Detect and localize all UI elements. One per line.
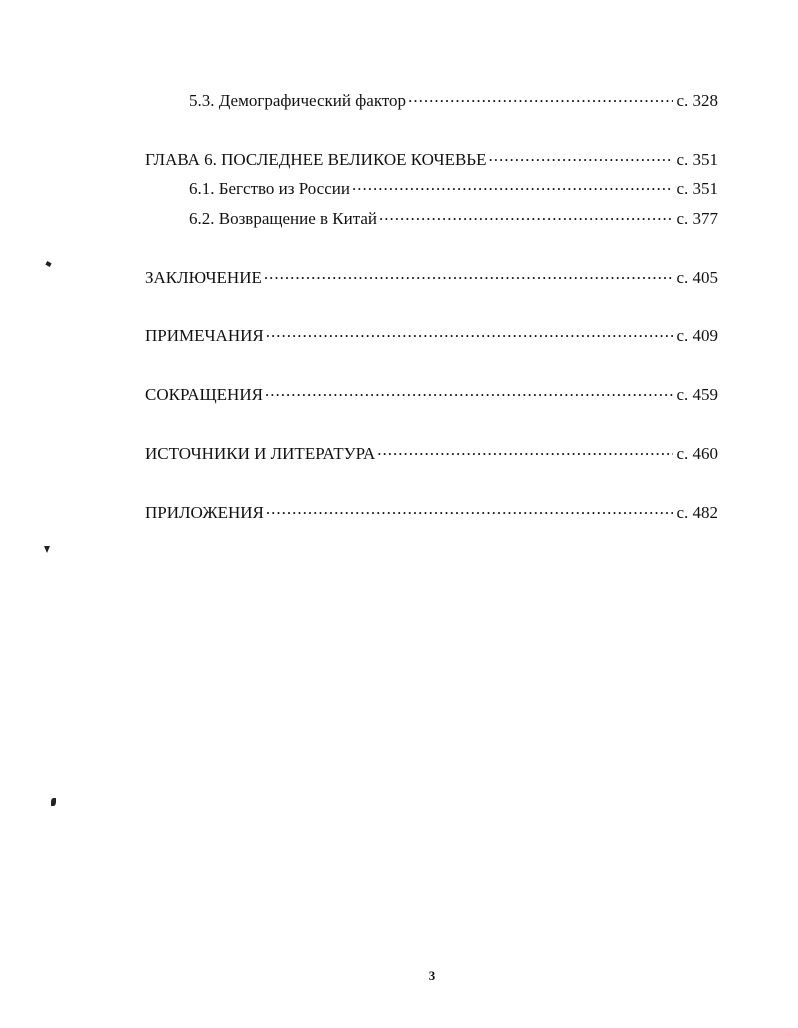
toc-entry-conclusion <box>145 266 718 289</box>
toc-leader-dots <box>408 89 673 106</box>
toc-entry-title: ПРИМЕЧАНИЯ <box>145 326 264 345</box>
toc-entry-page: с. 328 <box>676 91 718 110</box>
toc-leader-dots <box>379 207 673 224</box>
toc-entry-page: с. 482 <box>676 503 718 522</box>
toc-leader-dots <box>488 148 673 165</box>
toc-entry-page: с. 351 <box>676 150 718 169</box>
toc-entry-title: СОКРАЩЕНИЯ <box>145 385 263 404</box>
toc-entry-page: с. 377 <box>676 209 718 228</box>
toc-entry-page: с. 460 <box>676 444 718 463</box>
toc-entry-chapter-6 <box>145 148 718 171</box>
toc-entry-title: 6.2. Возвращение в Китай <box>189 209 377 228</box>
toc-entry-5-3 <box>189 89 718 112</box>
toc-entry-page: с. 351 <box>676 179 718 198</box>
toc-entry-page: с. 409 <box>676 326 718 345</box>
toc-entry-page: с. 405 <box>676 268 718 287</box>
toc-entry-title: 5.3. Демографический фактор <box>189 91 407 110</box>
toc-leader-dots <box>266 324 674 341</box>
toc-entry-title: ПРИЛОЖЕНИЯ <box>145 503 264 522</box>
toc-entry-6-2 <box>189 207 718 230</box>
toc-entry-notes <box>145 324 718 347</box>
toc-entry-title: ГЛАВА 6. ПОСЛЕДНЕЕ ВЕЛИКОЕ КОЧЕВЬЕ <box>145 150 487 169</box>
toc-entry-title: 6.1. Бегство из России <box>189 179 350 198</box>
toc-entry-sources <box>145 442 718 465</box>
toc-entry-appendix <box>145 501 718 524</box>
scan-speck <box>44 546 50 553</box>
page-number: 3 <box>428 968 436 983</box>
toc-leader-dots <box>265 383 674 400</box>
toc-entry-title: ИСТОЧНИКИ И ЛИТЕРАТУРА <box>145 444 376 463</box>
toc-leader-dots <box>264 266 674 283</box>
toc-entry-abbreviations <box>145 383 718 406</box>
toc-leader-dots <box>377 442 673 459</box>
toc-entry-6-1 <box>189 177 718 200</box>
toc-leader-dots <box>352 177 673 194</box>
toc-entry-page: с. 459 <box>676 385 718 404</box>
scan-speck <box>51 798 56 806</box>
scan-speck <box>45 261 51 267</box>
toc-entry-title: ЗАКЛЮЧЕНИЕ <box>145 268 262 287</box>
toc-leader-dots <box>266 501 674 518</box>
